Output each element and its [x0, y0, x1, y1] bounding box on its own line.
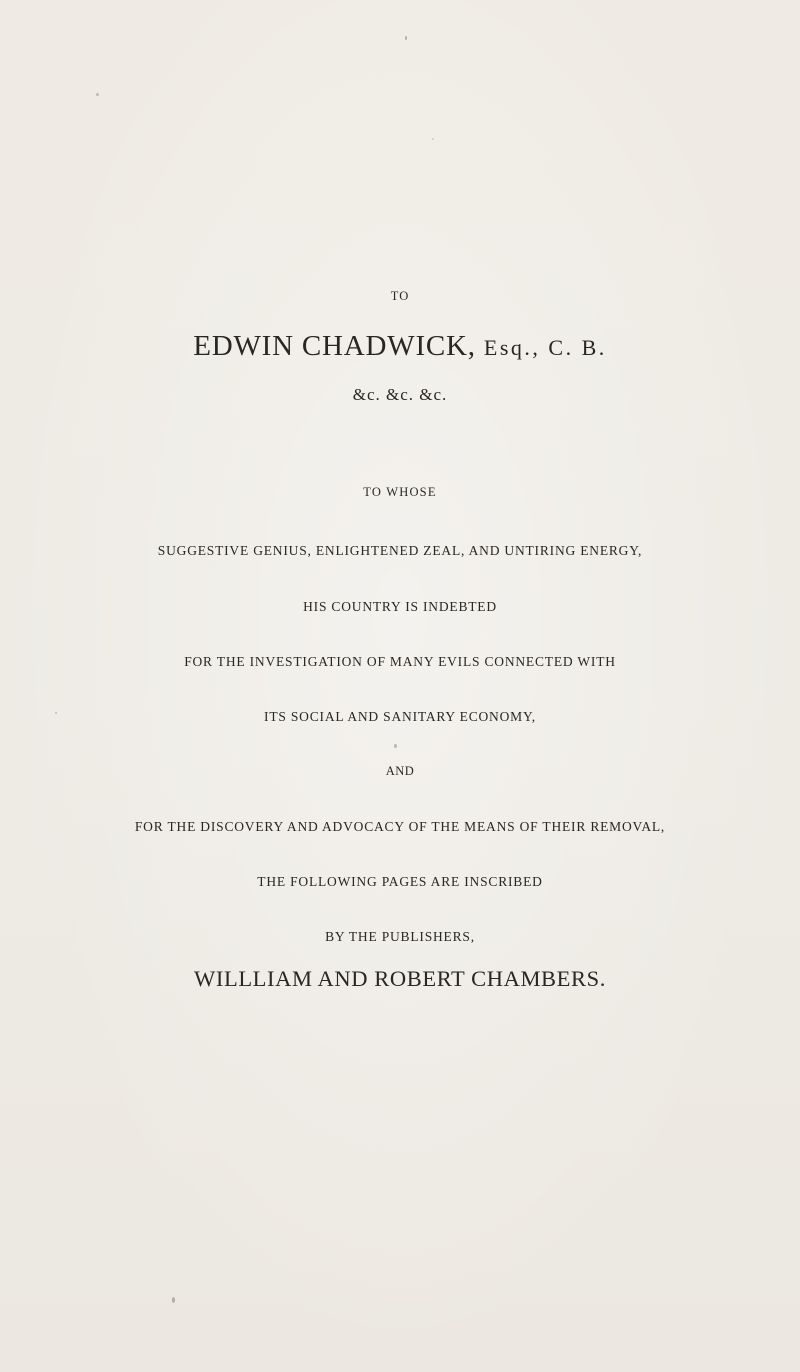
dedicatee-etc: &c. &c. &c.: [352, 385, 448, 404]
dedication-line-6: THE FOLLOWING PAGES ARE INSCRIBED: [257, 874, 543, 889]
paper-speck: [405, 36, 407, 40]
publisher-name: WILLLIAM AND ROBERT CHAMBERS.: [194, 966, 606, 991]
paper-speck: [432, 138, 434, 140]
dedication-line-3: FOR THE INVESTIGATION OF MANY EVILS CONNECTED WITH: [184, 654, 616, 669]
dedication-line-1: SUGGESTIVE GENIUS, ENLIGHTENED ZEAL, AND UNTIRING ENERGY,: [157, 543, 643, 558]
paper-speck: [96, 93, 99, 96]
dedication-line-5: FOR THE DISCOVERY AND ADVOCACY OF THE MEANS OF THEIR REMOVAL,: [134, 819, 666, 834]
dedication-and: AND: [385, 764, 415, 778]
dedicatee-name: EDWIN CHADWICK,: [193, 330, 476, 362]
dedicatee-title: Esq., C. B.: [483, 335, 607, 360]
dedication-line-7: BY THE PUBLISHERS,: [325, 929, 475, 944]
dedicatee-heading: [0, 330, 800, 363]
dedication-to: TO: [390, 289, 410, 303]
to-whose-line: TO WHOSE: [363, 485, 437, 499]
paper-speck: [172, 1297, 175, 1303]
paper-speck: [55, 712, 57, 714]
dedication-line-2: HIS COUNTRY IS INDEBTED: [303, 599, 497, 614]
paper-speck: [394, 744, 397, 748]
dedication-line-4: ITS SOCIAL AND SANITARY ECONOMY,: [264, 709, 536, 724]
